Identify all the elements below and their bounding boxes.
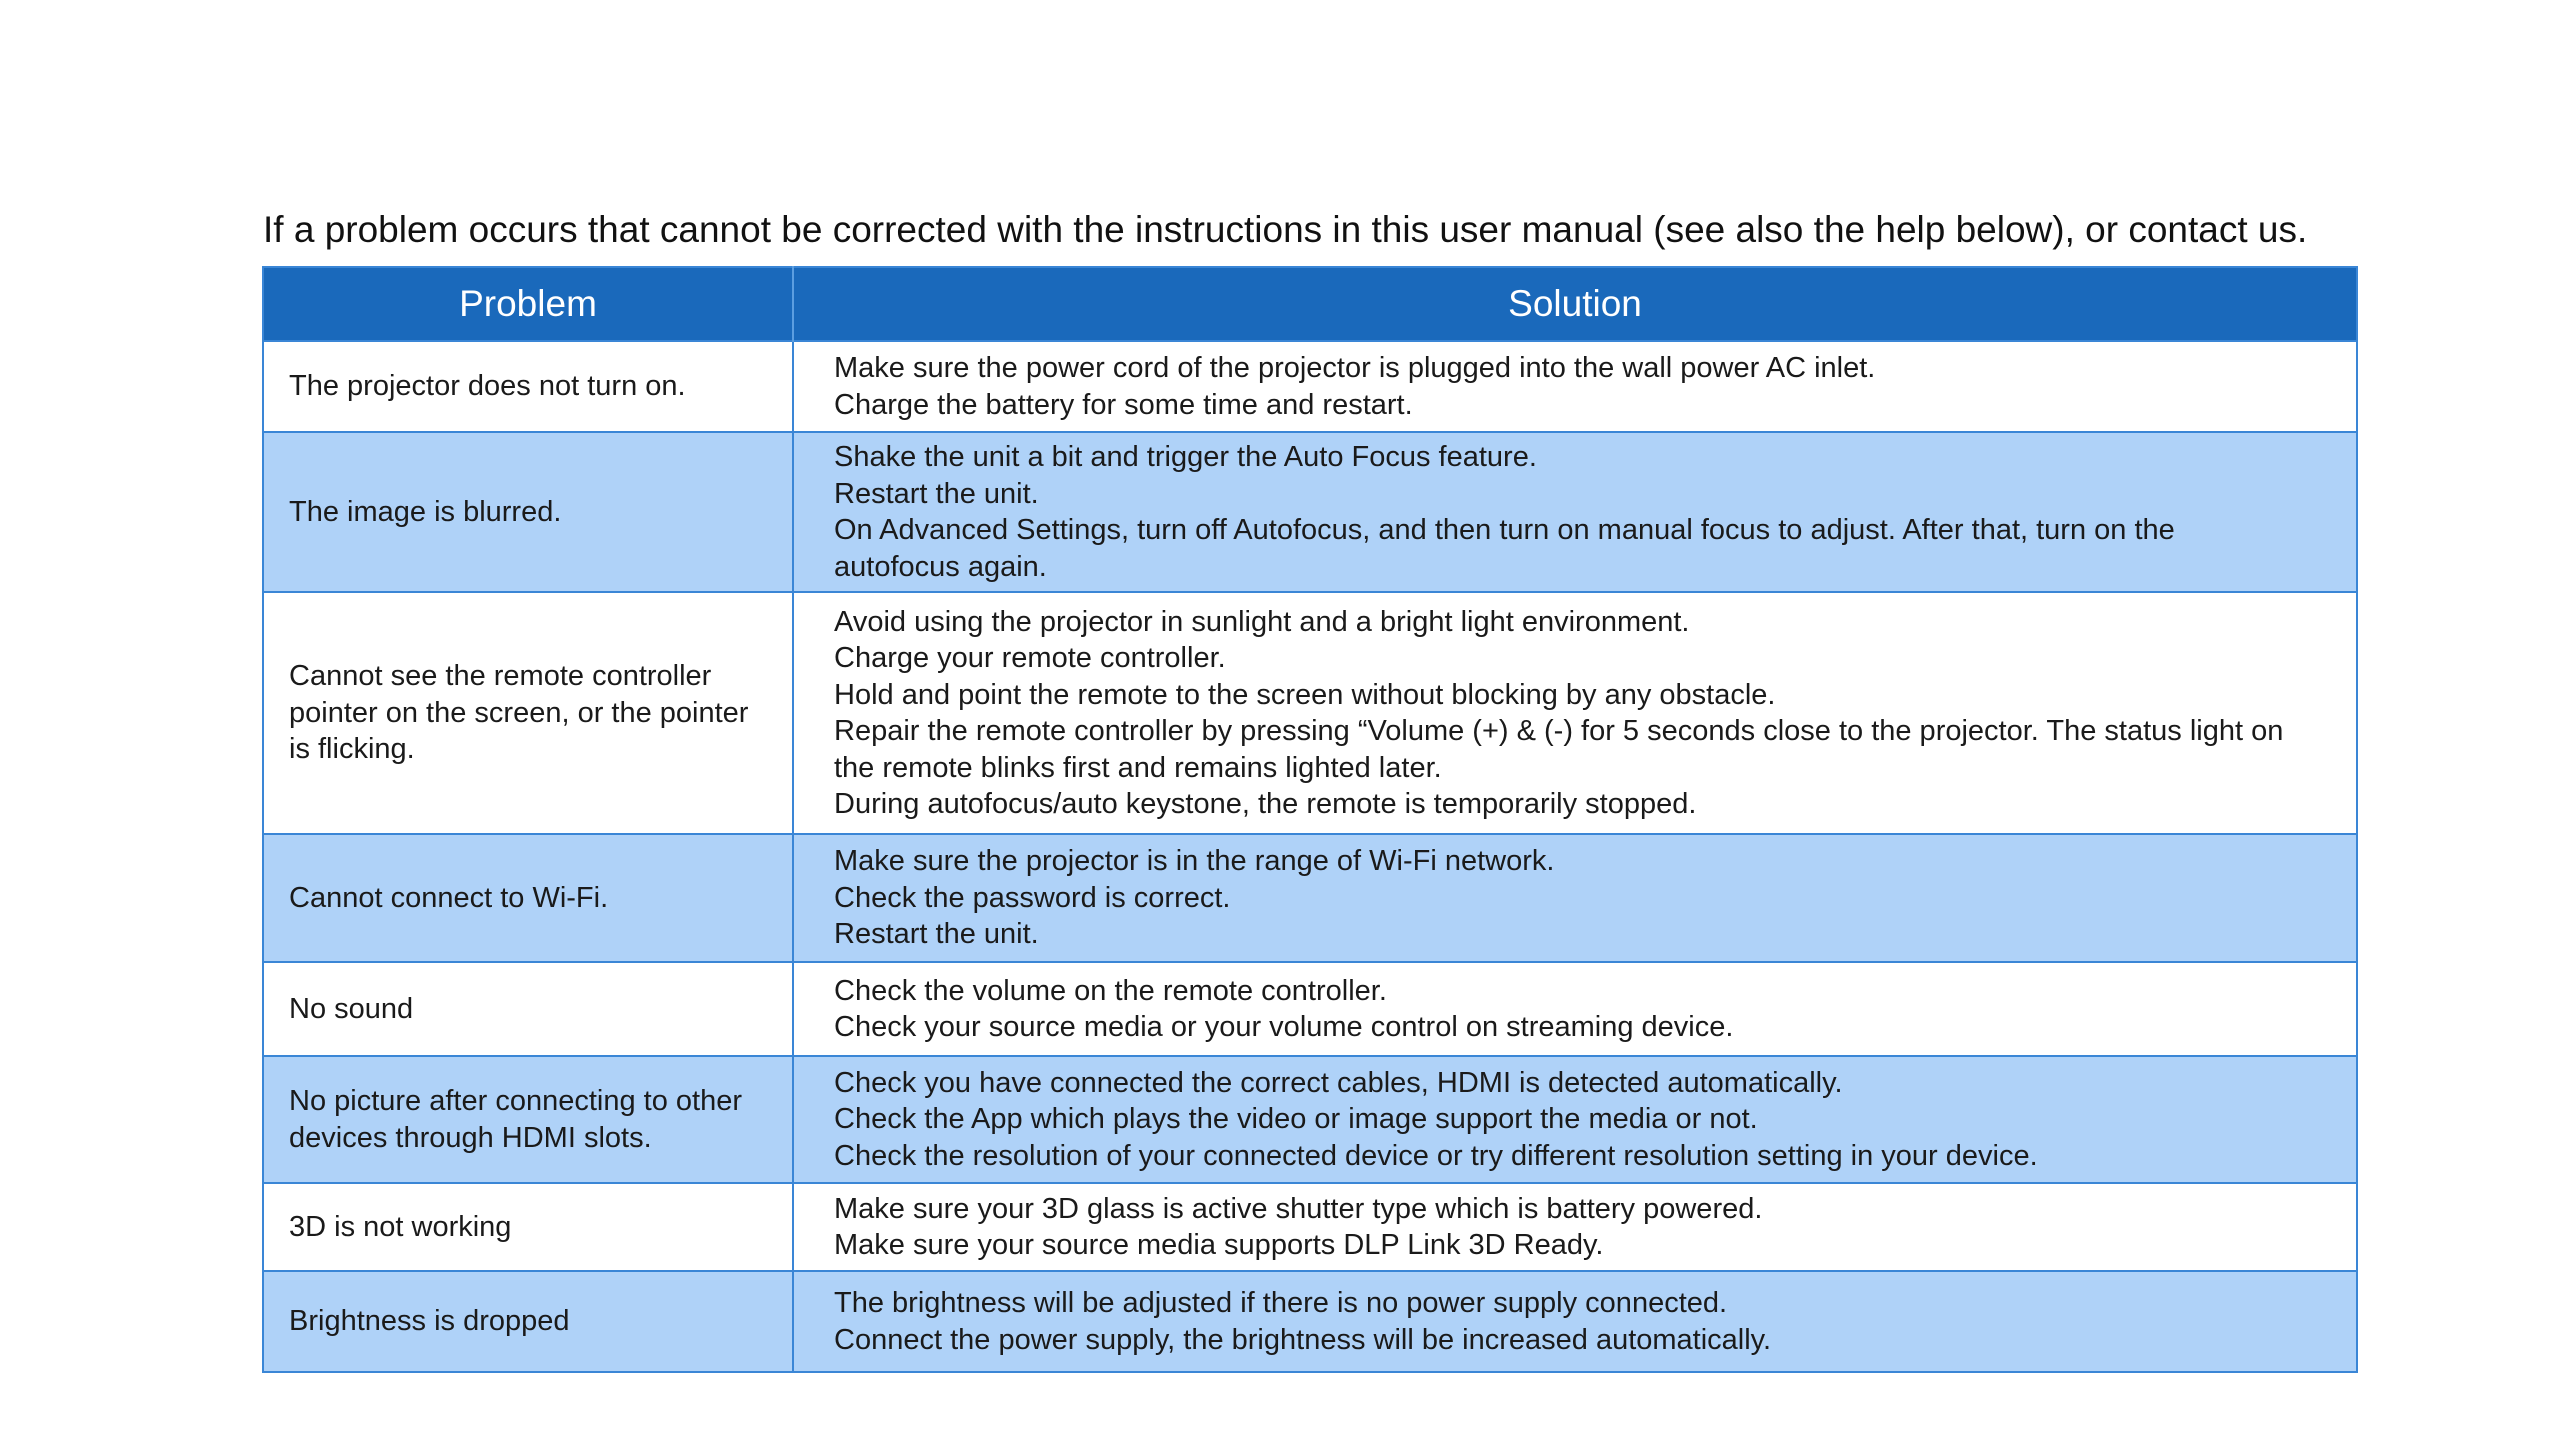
- solution-cell: [793, 834, 2357, 962]
- solution-line: Make sure your 3D glass is active shutter type which is battery powered.: [834, 1192, 1763, 1225]
- solution-cell: [793, 432, 2357, 592]
- table-row: [263, 432, 2357, 592]
- problem-cell: Brightness is dropped: [263, 1271, 793, 1372]
- solution-line: Repair the remote controller by pressing “Volume (+) & (-) for 5 seconds close to the projector. The status light on the remote blinks first and remains lighted later.: [834, 715, 2284, 784]
- solution-cell: [793, 1271, 2357, 1372]
- problem-cell: Cannot see the remote controller pointer on the screen, or the pointer is flicking.: [263, 592, 793, 834]
- solution-line: Restart the unit.: [834, 477, 1039, 510]
- solution-cell: [793, 592, 2357, 834]
- header-problem: Problem: [263, 267, 793, 341]
- solution-cell: [793, 341, 2357, 432]
- solution-line: Charge the battery for some time and restart.: [834, 388, 1413, 421]
- table-header: [263, 267, 2357, 341]
- solution-cell: [793, 1183, 2357, 1271]
- solution-line: Connect the power supply, the brightness will be increased automatically.: [834, 1323, 1772, 1356]
- solution-line: Make sure the power cord of the projector is plugged into the wall power AC inlet.: [834, 352, 1876, 384]
- table-row: [263, 962, 2357, 1056]
- problem-cell: Cannot connect to Wi-Fi.: [263, 834, 793, 962]
- problem-cell: No picture after connecting to other devices through HDMI slots.: [263, 1056, 793, 1183]
- intro-text: If a problem occurs that cannot be corrected with the instructions in this user manual (see also the help below), or contact us.: [263, 209, 2308, 250]
- solution-line: During autofocus/auto keystone, the remote is temporarily stopped.: [834, 788, 1697, 820]
- solution-line: On Advanced Settings, turn off Autofocus, and then turn on manual focus to adjust. After that, turn on the autofocus again.: [834, 514, 2175, 583]
- solution-line: Make sure the projector is in the range of Wi-Fi network.: [834, 845, 1555, 878]
- table-row: [263, 1271, 2357, 1372]
- problem-cell: The image is blurred.: [263, 432, 793, 592]
- problem-cell: 3D is not working: [263, 1183, 793, 1271]
- solution-line: Shake the unit a bit and trigger the Auto Focus feature.: [834, 441, 1537, 473]
- table-row: [263, 834, 2357, 962]
- solution-line: Check the volume on the remote controller.: [834, 974, 1387, 1007]
- solution-line: Hold and point the remote to the screen without blocking by any obstacle.: [834, 678, 1776, 711]
- solution-cell: [793, 962, 2357, 1056]
- table-row: [263, 1056, 2357, 1183]
- solution-line: Restart the unit.: [834, 918, 1039, 951]
- table-body: [263, 341, 2357, 1372]
- table-row: [263, 341, 2357, 432]
- troubleshooting-table: [262, 266, 2358, 1373]
- solution-line: Check your source media or your volume control on streaming device.: [834, 1011, 1734, 1043]
- solution-line: Check the password is correct.: [834, 881, 1231, 914]
- solution-line: Check you have connected the correct cables, HDMI is detected automatically.: [834, 1066, 1843, 1099]
- solution-line: Avoid using the projector in sunlight and a bright light environment.: [834, 605, 1690, 638]
- solution-line: Charge your remote controller.: [834, 642, 1226, 674]
- solution-line: Check the App which plays the video or image support the media or not.: [834, 1103, 1758, 1136]
- solution-line: The brightness will be adjusted if there is no power supply connected.: [834, 1287, 1728, 1319]
- solution-cell: [793, 1056, 2357, 1183]
- table-row: [263, 592, 2357, 834]
- problem-cell: The projector does not turn on.: [263, 341, 793, 432]
- table-row: [263, 1183, 2357, 1271]
- header-solution: Solution: [793, 267, 2357, 341]
- problem-cell: No sound: [263, 962, 793, 1056]
- solution-line: Check the resolution of your connected device or try different resolution setting in your device.: [834, 1139, 2038, 1172]
- solution-line: Make sure your source media supports DLP Link 3D Ready.: [834, 1229, 1604, 1261]
